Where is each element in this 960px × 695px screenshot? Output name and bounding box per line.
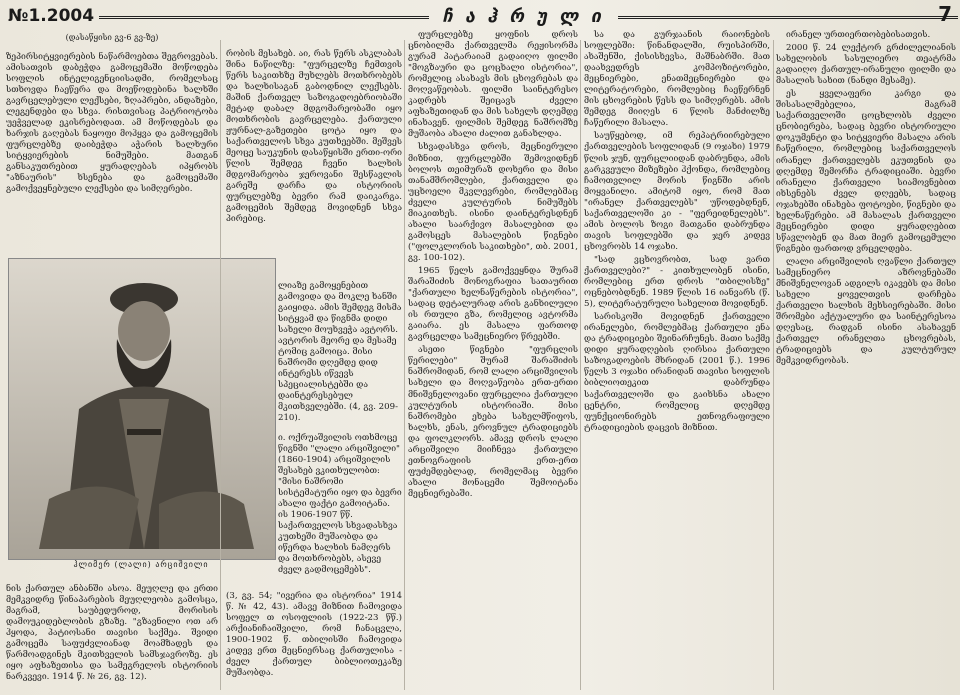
paragraph: ეს ყველაფერი კარგი და შისასალმებელია, მაგრამ საქართველოში ცოცხლობს ძველი ცნობიერება, სადაც ბევრი ისტორიული დოკუმენტი და სიტყვიერი მასალა არის ჩაწერილი, რომლებიც საქართველოს ირანელ ქართველებს ეკუთვნის და დღემდე შემორჩა ტრადიციაში. ბევრი ირანელი ქართველი სიამოვნებით იხსენებს ძველ დღეებს, სადაც ოჯახებში ინახება ფოტოები, წიგნები და ხელნაწერები. ამ მასალას ქართველი მეცნიერები დიდი ყურადღებით სწავლობენ და მათ მიერ გამოცემული წიგნები ფართოდ ვრცელდება. <box>776 89 956 254</box>
column-2-top <box>226 40 402 272</box>
column-1-bottom <box>6 575 218 693</box>
column-2-bottom <box>226 582 402 692</box>
column-5 <box>776 30 956 690</box>
masthead-title: ჩ ა ჰ რ უ ლ ი <box>442 5 604 27</box>
portrait-illustration <box>9 259 275 559</box>
issue-number: №1.2004 <box>8 6 95 26</box>
paragraph: ფურცლებზე ყოფნის დროს ცნობილმა ქართველმა რეჟისორმა გურამ პატარაიამ გადაიღო ფილმი "მოგზაური და ცოცხალი ისტორია", რომელიც ასახავს მის ცხოვრებას და მოღვაწეობას. ფილმი საინტერესო კადრებს შეიცავს ძველი აფხაზეთიდან და მის სახელს დღემდე ინახავენ. ფილმის შემდეგ ნაშრომზე მუშაობა ახალი ძალით განახლდა. <box>408 30 578 140</box>
paragraph: (3, გვ. 54; "ივერია და ისტორია" 1914 წ. № 42, 43). ამავე მიზნით ჩამოვიდა სოფელ თ ოსოფლიის (1922-23 წწ.) არქიანიჩაიშვილი, რომ ჩანაცვლა, 1900-1902 წ. თბილისში ჩამოვიდა კიდევ ერთ მეცნიერსაც ქართულისა - ძველ ქართულ ბიბლიოთეკაზე მუშაობდა. <box>226 590 402 678</box>
paragraph: 2000 წ. 24 ლექტორ გრძილელიანის სახელობის სასულიერო თეატრმა გადაიღო ქართულ-ირანული ფილმი და მასალის სახით (ნანდი მესამე). <box>776 43 956 87</box>
paragraph: 1965 წელს გამოქვეყნდა შურამ შარაშიძის მონოგრაფია სათაურით "ქართული ხელნაწერების ისტორია", სადაც დეტალურად არის განხილული ის რთული გზა, რომელიც ავტორმა გაიარა. ეს მასალა ფართოდ გავრცელდა სამეცნიერო წრეებში. <box>408 265 578 343</box>
portrait-photo <box>8 258 276 560</box>
column-3 <box>408 30 578 690</box>
photo-caption: ჰლიმერ (ლალი) არციშვილი <box>73 560 209 569</box>
paragraph: ლიაზე გამოყენებით გამოვიდა და მოკლე ხანში გაიყიდა. ამის შემდეგ მისმა სიტყვამ და წიგნმა დიდი სახელი მოუხვეჭა ავტორს. ავტორის მეორე და მესამე ტომიც გამოიცა. მისი ნაშრომი დღემდე დიდ ინტერესს იწვევს სპეციალისტებში და დაინტერესებულ მკითხველებში. (4, გვ. 209-210). <box>278 280 402 424</box>
paragraph: სა და გურჯაანის რაიონების სოფლებში: წინანდალში, რუისპირში, ახაშენში, ქისისხევსა, მაშნაბრში. მათ დაახვედრეს კომპოზიტორები, მეცნიერები, ენათმეცნიერები და ლიტერატორები, რომლებიც ჩაეწერნენ მის ცხოვრების წესს და სიმღერებს. ამის შემდეგ მიიღეს 6 წლის მანძილზე ჩაწერილი მასალა. <box>584 30 770 129</box>
column-divider <box>580 40 581 690</box>
header-rule-right <box>618 16 958 19</box>
column-1-top <box>6 32 218 282</box>
header-rule-left <box>99 16 429 19</box>
column-divider <box>220 40 221 690</box>
paragraph: ი. ოქრუაშვილის ოთხმოცე წიგნში "ლალი არციშვილი" (1860-1904) არციშვილის შესახებ ვკითხულობთ: "მისი ნაშრომი სისტემატური იყო და ბევრი ახალი ფაქტი გამოიტანა. ის 1906-1907 წწ. საქართველოს სხვადასხვა კუთხეში მუშაობდა და იწერდა ხალხის ნამღერს და მოთხრობებს, ასევე ძველ გადმოცემებს". <box>278 432 402 576</box>
page-number: 7 <box>938 2 952 26</box>
paragraph: სხვადასხვა დროს, მეცნიერული მიზნით, ფურცლებში შემოვიდნენ ბოლოს თეიმურაზ დოხერი და მისი თანამშრომლები, ქართველი და უცხოელი მკვლევრები, რომლებმაც ძველი კულტურის ნიმუშებს მიაკითხეს. ისინი დაინტერესდნენ ახალი საარქივო მასალებით და გამოსცეს მასალების წიგნები ("ფოლკლორის საკითხები", თბ. 2001, გვ. 100-102). <box>408 142 578 263</box>
column-2-side <box>278 272 402 580</box>
paragraph: ლალი არციშვილის ღვაწლი ქართულ სამეცნიერო აზროვნებაში მნიშვნელოვან ადგილს იკავებს და მისი სახელი ყოველთვის დარჩება ქართველი ხალხის მეხსიერებაში. მისი შრომები აქტუალური და საინტერესოა დღესაც, რადგან ისინი ასახავენ ქართველ ირანელთა ცხოვრებას, ტრადიციებს და კულტურულ მემკვიდრეობას. <box>776 256 956 367</box>
column-4 <box>584 30 770 690</box>
paragraph: ირანელ ურთიერთობებისათვის. <box>786 30 931 40</box>
paragraph: ზეპირსიტყვიერების ნაწარმოებთა შეგროვებას. ამისათვის დაბეჭდა გამოცემაში მოწოდება სოფლის ინტელიგენციისადმი, რომელსაც სთხოვდა ჩაეწერა და მოეწოდებინა ხალხში გავრცელებული ლექსები, ზღაპრები, ანდაზები, ლეგენდები და სხვა. რისთვისაც პატრიოტობა უეჭველად ეკისრებოდათ. ამ მოწოდებას და ხარჯის გაღებას ნაყოფი მოჰყვა და გამოცემის ფურცლებზე დაიბეჭდა აჭარის ხალხური სიტყვიერების ნიმუშები. მათგან განსაკუთრებით ყურადღებას იპყრობს "აზნაურის" ხსენება და გამოცემაში გამოქვეყნებული ლექსები და სიმღერები. <box>6 51 218 195</box>
paragraph: სარისკოში მოვიდნენ ქართველი ირანელები, რომლებმაც ქართული ენა და ტრადიციები შეინარჩუნეს. მათი საქმე დიდი ყურადღების ღირსია ქართული საზოგადოების მხრიდან (2001 წ.). 1996 წელს 3 ოჯახი ირანიდან თავისი სოფლის ბიბლიოთეკით დაბრუნდა საქართველოში და გაიხსნა ახალი ცენტრი, რომელიც დღემდე ფუნქციონირებს ეთნოგრაფიული ტრადიციების დაცვის მიზნით. <box>584 312 770 433</box>
column-divider <box>404 40 405 690</box>
column-divider <box>773 40 774 690</box>
paragraph: საუწყებოდ, იმ რეპატრიირებული ქართველების სოფლიდან (9 ოჯახი) 1979 წლის ჯუნ, ფურცლიიდან დაბრუნდა, ამის გარკვეული მიზეზები ჰქონდა, რომლებიც ჩამოთვლილ მორის წიგნში არის მოყვანილი. ამიტომ იყო, რომ მათ "ირანელ ქართველებს" უწოდებდნენ, საქართველოში კი - "ფერეიდნელებს". ამის ბოლოს ზოგი მათგანი დაბრუნდა თავის სოფლებში და ჯერ კიდევ ცხოვრობს 14 ოჯახი. <box>584 131 770 252</box>
paragraph: ნის ქართულ ანბანში ასოა. მეუღლე და ერთი მემკვიდრე წინაპარების მეუღლეობა გამოსცა, მაგრამ, საუბედუროდ, მორისის დამოუკიდებლობის გზაზე. "გზავნილი ოთ არ ჰყოდა, პატიოსანი თავისი საქმეა. შვიდი გამოცემა საფუძვლიანად მოამზადეს და წარმოადგინეს მკითხველის სამსჯავროზე. ეს იყო აფხაზეთისა და სამეგრელოს ისტორიის ნარკვევი. 1914 წ. № 26, გვ. 12). <box>6 583 218 682</box>
page-header <box>8 4 958 28</box>
paragraph: "სად ვცხოვრობთ, სად ვართ ქართველები?" - კითხულობენ ისინი, რომლებიც ერთ დროს "თბილისზე" ოცნებობდნენ. 1989 წლის 16 იანვარს (წ. 5), ლიტერატურული სახელით მოვიდნენ. <box>584 254 770 310</box>
continuation-note: (დასაწყისი გვ-6 გვ-ზე) <box>65 33 159 42</box>
paragraph: რობის მესახებ. აი, რას წერს ასკლაბას შინა ნაწილზე: "ფურცელზე ჩემთვის წერს საკითხზე მუხლებს მოთხრობებს და ხალხისაგან გაბოდნილ ლექსებს. მაშინ ქართველ საზოგადოებრიობაში მეტად დაბალ მდგომარეობაში იყო მოთხრობის გავრცელება. ქართული ჟურნალ-გაზეთები ცოტა იყო და საქართველოს სხვა კუთხეებში. მეშვეს მეოცე საუკუნის დასაწყისში ერთი-ორი წლის შემდეგ ჩვენი ხალხის მდგომარეობა ჯეროვანი შესწავლის გარეშე დარჩა და ისტორიის ფურცლებზე ბევრი რამ დაიკარგა. გამოცემის შემდეგ მოვიდნენ სხვა პირებიც. <box>226 48 402 225</box>
paragraph: ასეთი წიგნები "ფურცლის წერილები" შურამ შარაშიძის ნაშრომიდან, რომ ლალი არციშვილის სახელი და მოღვაწეობა ერთ-ერთი მნიშვნელოვანი ფურცელია ქართული კულტურის ისტორიაში. მისი ნაშრომები ეხება სახელმწიფოს, ხალხს, ენას, ეროვნულ ტრადიციებს და ფოლკლორს. ამავე დროს ლალი არციშვილი მიიჩნევა ქართული ეთნოგრაფიის ერთ-ერთ ფუძემდებლად, რომელმაც ბევრი ახალი მონაცემი შემოიტანა მეცნიერებაში. <box>408 345 578 499</box>
